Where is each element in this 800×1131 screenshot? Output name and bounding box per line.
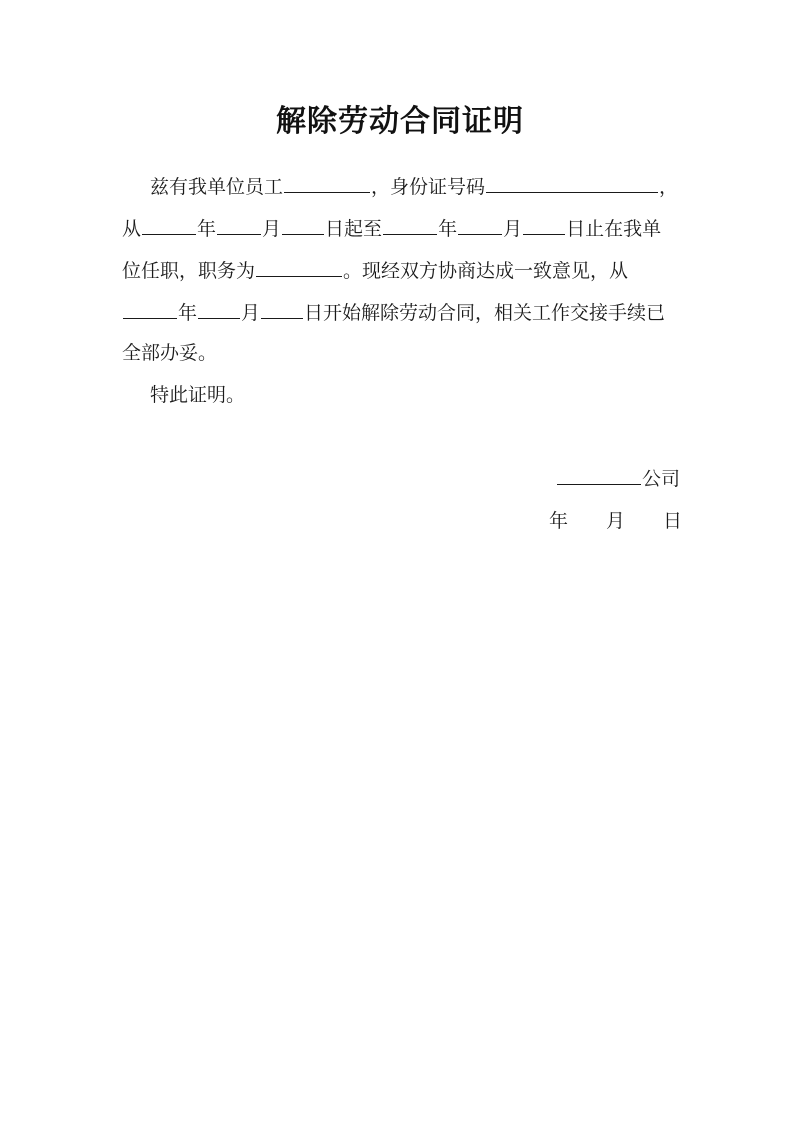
text-segment: 。现经双方协商达成一致意见，从: [343, 260, 629, 282]
text-segment: 月: [503, 218, 523, 240]
text-segment: 年: [178, 302, 198, 324]
end-year-blank: [383, 210, 437, 235]
paragraph-line-4: [122, 294, 665, 328]
text-segment: ，身份证号码: [371, 176, 486, 198]
date-day-label: 日: [663, 510, 683, 532]
date-year-label: 年: [549, 510, 569, 532]
text-segment: 日止在我单: [566, 218, 662, 240]
text-segment: 年: [438, 218, 458, 240]
start-year-blank: [142, 210, 196, 235]
company-signature: [556, 460, 680, 494]
end-day-blank: [523, 210, 565, 235]
text-segment: 日开始解除劳动合同，相关工作交接手续已: [304, 302, 666, 324]
paragraph-line-5: 全部办妥。: [122, 342, 218, 364]
position-blank: [256, 252, 342, 277]
termination-year-blank: [123, 294, 177, 319]
text-segment: ，: [659, 176, 679, 198]
termination-month-blank: [198, 294, 240, 319]
text-segment: 兹有我单位员工: [150, 176, 284, 198]
end-month-blank: [458, 210, 502, 235]
start-month-blank: [217, 210, 261, 235]
company-suffix: 公司: [642, 468, 681, 490]
text-segment: 年: [197, 218, 217, 240]
date-month-label: 月: [606, 510, 626, 532]
text-segment: 月: [241, 302, 261, 324]
closing-statement: 特此证明。: [150, 384, 246, 406]
id-number-blank: [486, 168, 658, 193]
text-segment: 月: [262, 218, 282, 240]
paragraph-line-3: [122, 252, 628, 286]
document-title: 解除劳动合同证明: [276, 104, 524, 139]
text-segment: 从: [122, 218, 142, 240]
text-segment: 位任职，职务为: [122, 260, 256, 282]
termination-day-blank: [261, 294, 303, 319]
text-segment: 日起至: [325, 218, 383, 240]
signature-date: [549, 504, 682, 538]
paragraph-line-2: [122, 210, 661, 244]
company-name-blank: [557, 460, 641, 485]
employee-name-blank: [284, 168, 370, 193]
paragraph-line-1: [150, 168, 678, 202]
start-day-blank: [282, 210, 324, 235]
